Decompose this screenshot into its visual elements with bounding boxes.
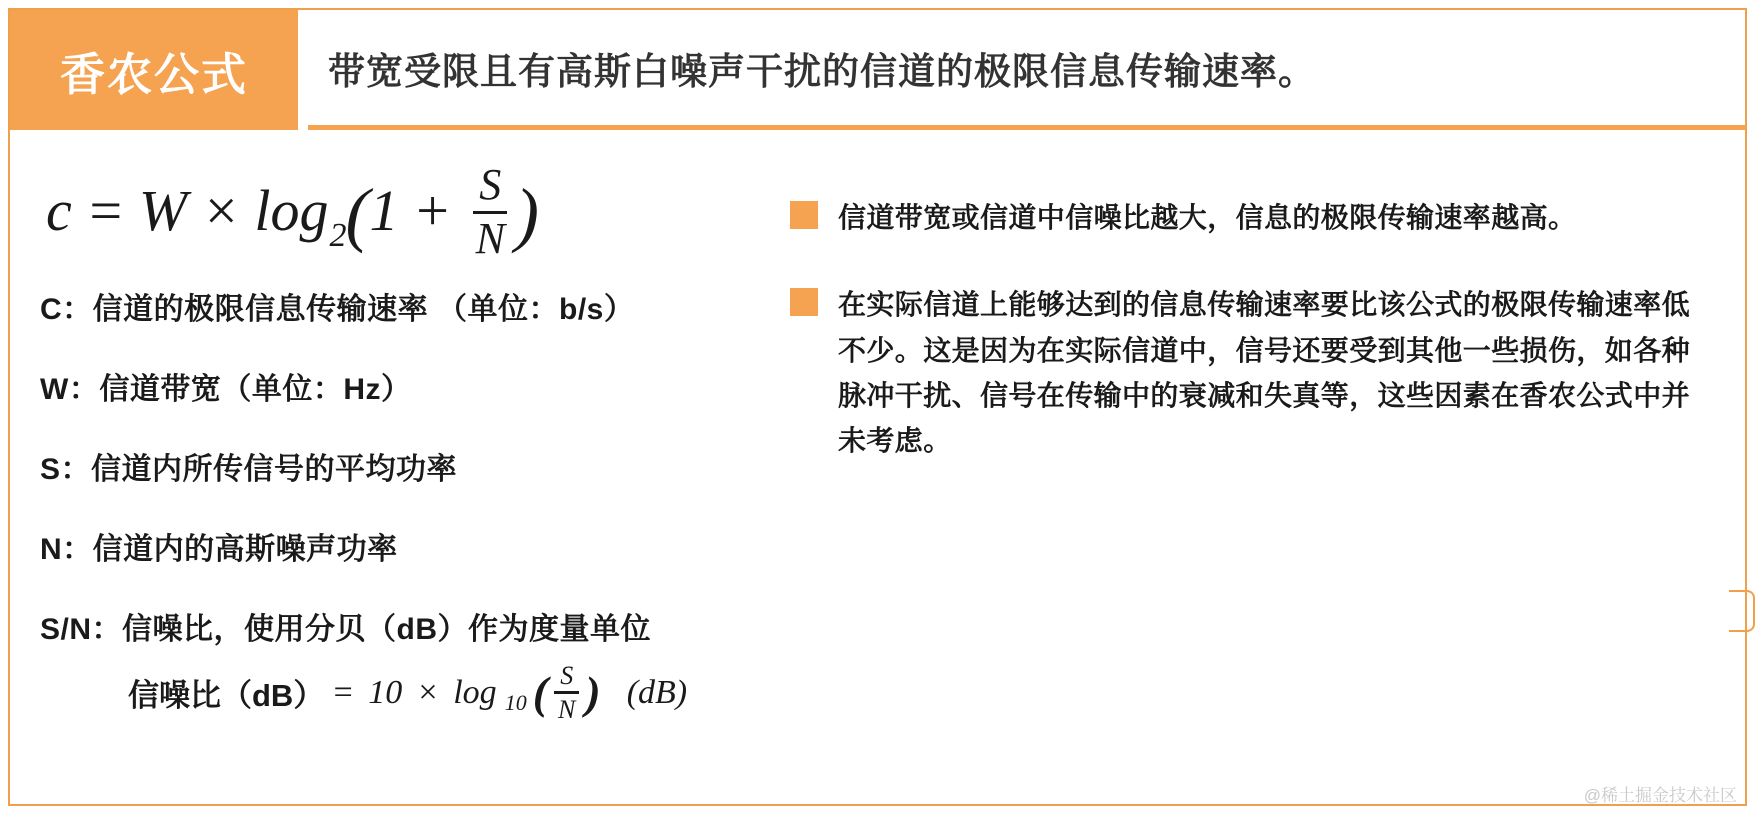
- definition-item: W：信道带宽（单位：Hz）: [40, 373, 412, 406]
- definition-item: C：信道的极限信息传输速率 （单位：b/s）: [40, 293, 635, 326]
- formula-equals: =: [85, 177, 125, 243]
- snr-db-numerator: S: [554, 662, 579, 694]
- formula-log: [254, 177, 347, 254]
- snr-db-equals: =: [331, 673, 355, 711]
- definition-item: N：信道内的高斯噪声功率: [40, 533, 398, 566]
- snr-db-value: 10: [368, 673, 403, 711]
- header-title-text: 带宽受限且有高斯白噪声干扰的信道的极限信息传输速率。: [328, 50, 1316, 92]
- snr-db-log: log: [453, 673, 497, 711]
- snr-db-denominator: N: [558, 695, 576, 725]
- header-title: [308, 10, 1745, 130]
- formula-plus: +: [412, 177, 452, 243]
- snr-db-formula: [40, 662, 780, 724]
- definition-item: S/N：信噪比，使用分贝（dB）作为度量单位: [40, 613, 651, 646]
- snr-db-label: 信噪比（dB）: [128, 678, 325, 714]
- right-column: [790, 195, 1700, 506]
- formula-paren-open: (: [345, 173, 370, 254]
- bullet-square-icon: [790, 201, 818, 229]
- corner-decoration: [1729, 590, 1755, 632]
- definition-item: S：信道内所传信号的平均功率: [40, 453, 458, 486]
- formula-log-text: log: [254, 177, 329, 243]
- formula-one: 1: [369, 177, 399, 243]
- snr-db-times: ×: [416, 673, 440, 711]
- header: [10, 10, 1745, 130]
- formula-paren-close: ): [514, 173, 539, 254]
- formula-log-base: 2: [329, 216, 347, 254]
- definition-list: [40, 284, 780, 648]
- formula-times: ×: [201, 177, 241, 243]
- snr-db-unit: (dB): [626, 673, 688, 711]
- bullet-item: [790, 195, 1700, 240]
- bullet-item: [790, 282, 1700, 463]
- snr-db-paren-open: (: [532, 667, 549, 719]
- formula-snr-numerator: S: [473, 162, 507, 213]
- formula-snr-fraction: [470, 162, 511, 261]
- shannon-formula: [40, 150, 780, 270]
- left-column: [40, 150, 780, 724]
- snr-db-paren-close: ): [585, 667, 601, 719]
- header-badge: [10, 10, 298, 130]
- formula-w: W: [138, 177, 188, 243]
- formula-snr-denominator: N: [475, 213, 505, 263]
- snr-db-fraction: [552, 662, 581, 724]
- bullet-text: 在实际信道上能够达到的信息传输速率要比该公式的极限传输速率低不少。这是因为在实际信道中，信号还要受到其他一些损伤，如各种脉冲干扰、信号在传输中的衰减和失真等，这些因素在香农公式中并未考虑。: [838, 289, 1691, 457]
- bullet-text: 信道带宽或信道中信噪比越大，信息的极限传输速率越高。: [838, 202, 1577, 233]
- formula-c: c: [46, 177, 72, 243]
- watermark: @稀土掘金技术社区: [1583, 786, 1737, 805]
- bullet-square-icon: [790, 288, 818, 316]
- header-badge-label: 香农公式: [59, 48, 248, 100]
- header-separator: [298, 10, 308, 130]
- snr-db-log-base: 10: [504, 689, 527, 715]
